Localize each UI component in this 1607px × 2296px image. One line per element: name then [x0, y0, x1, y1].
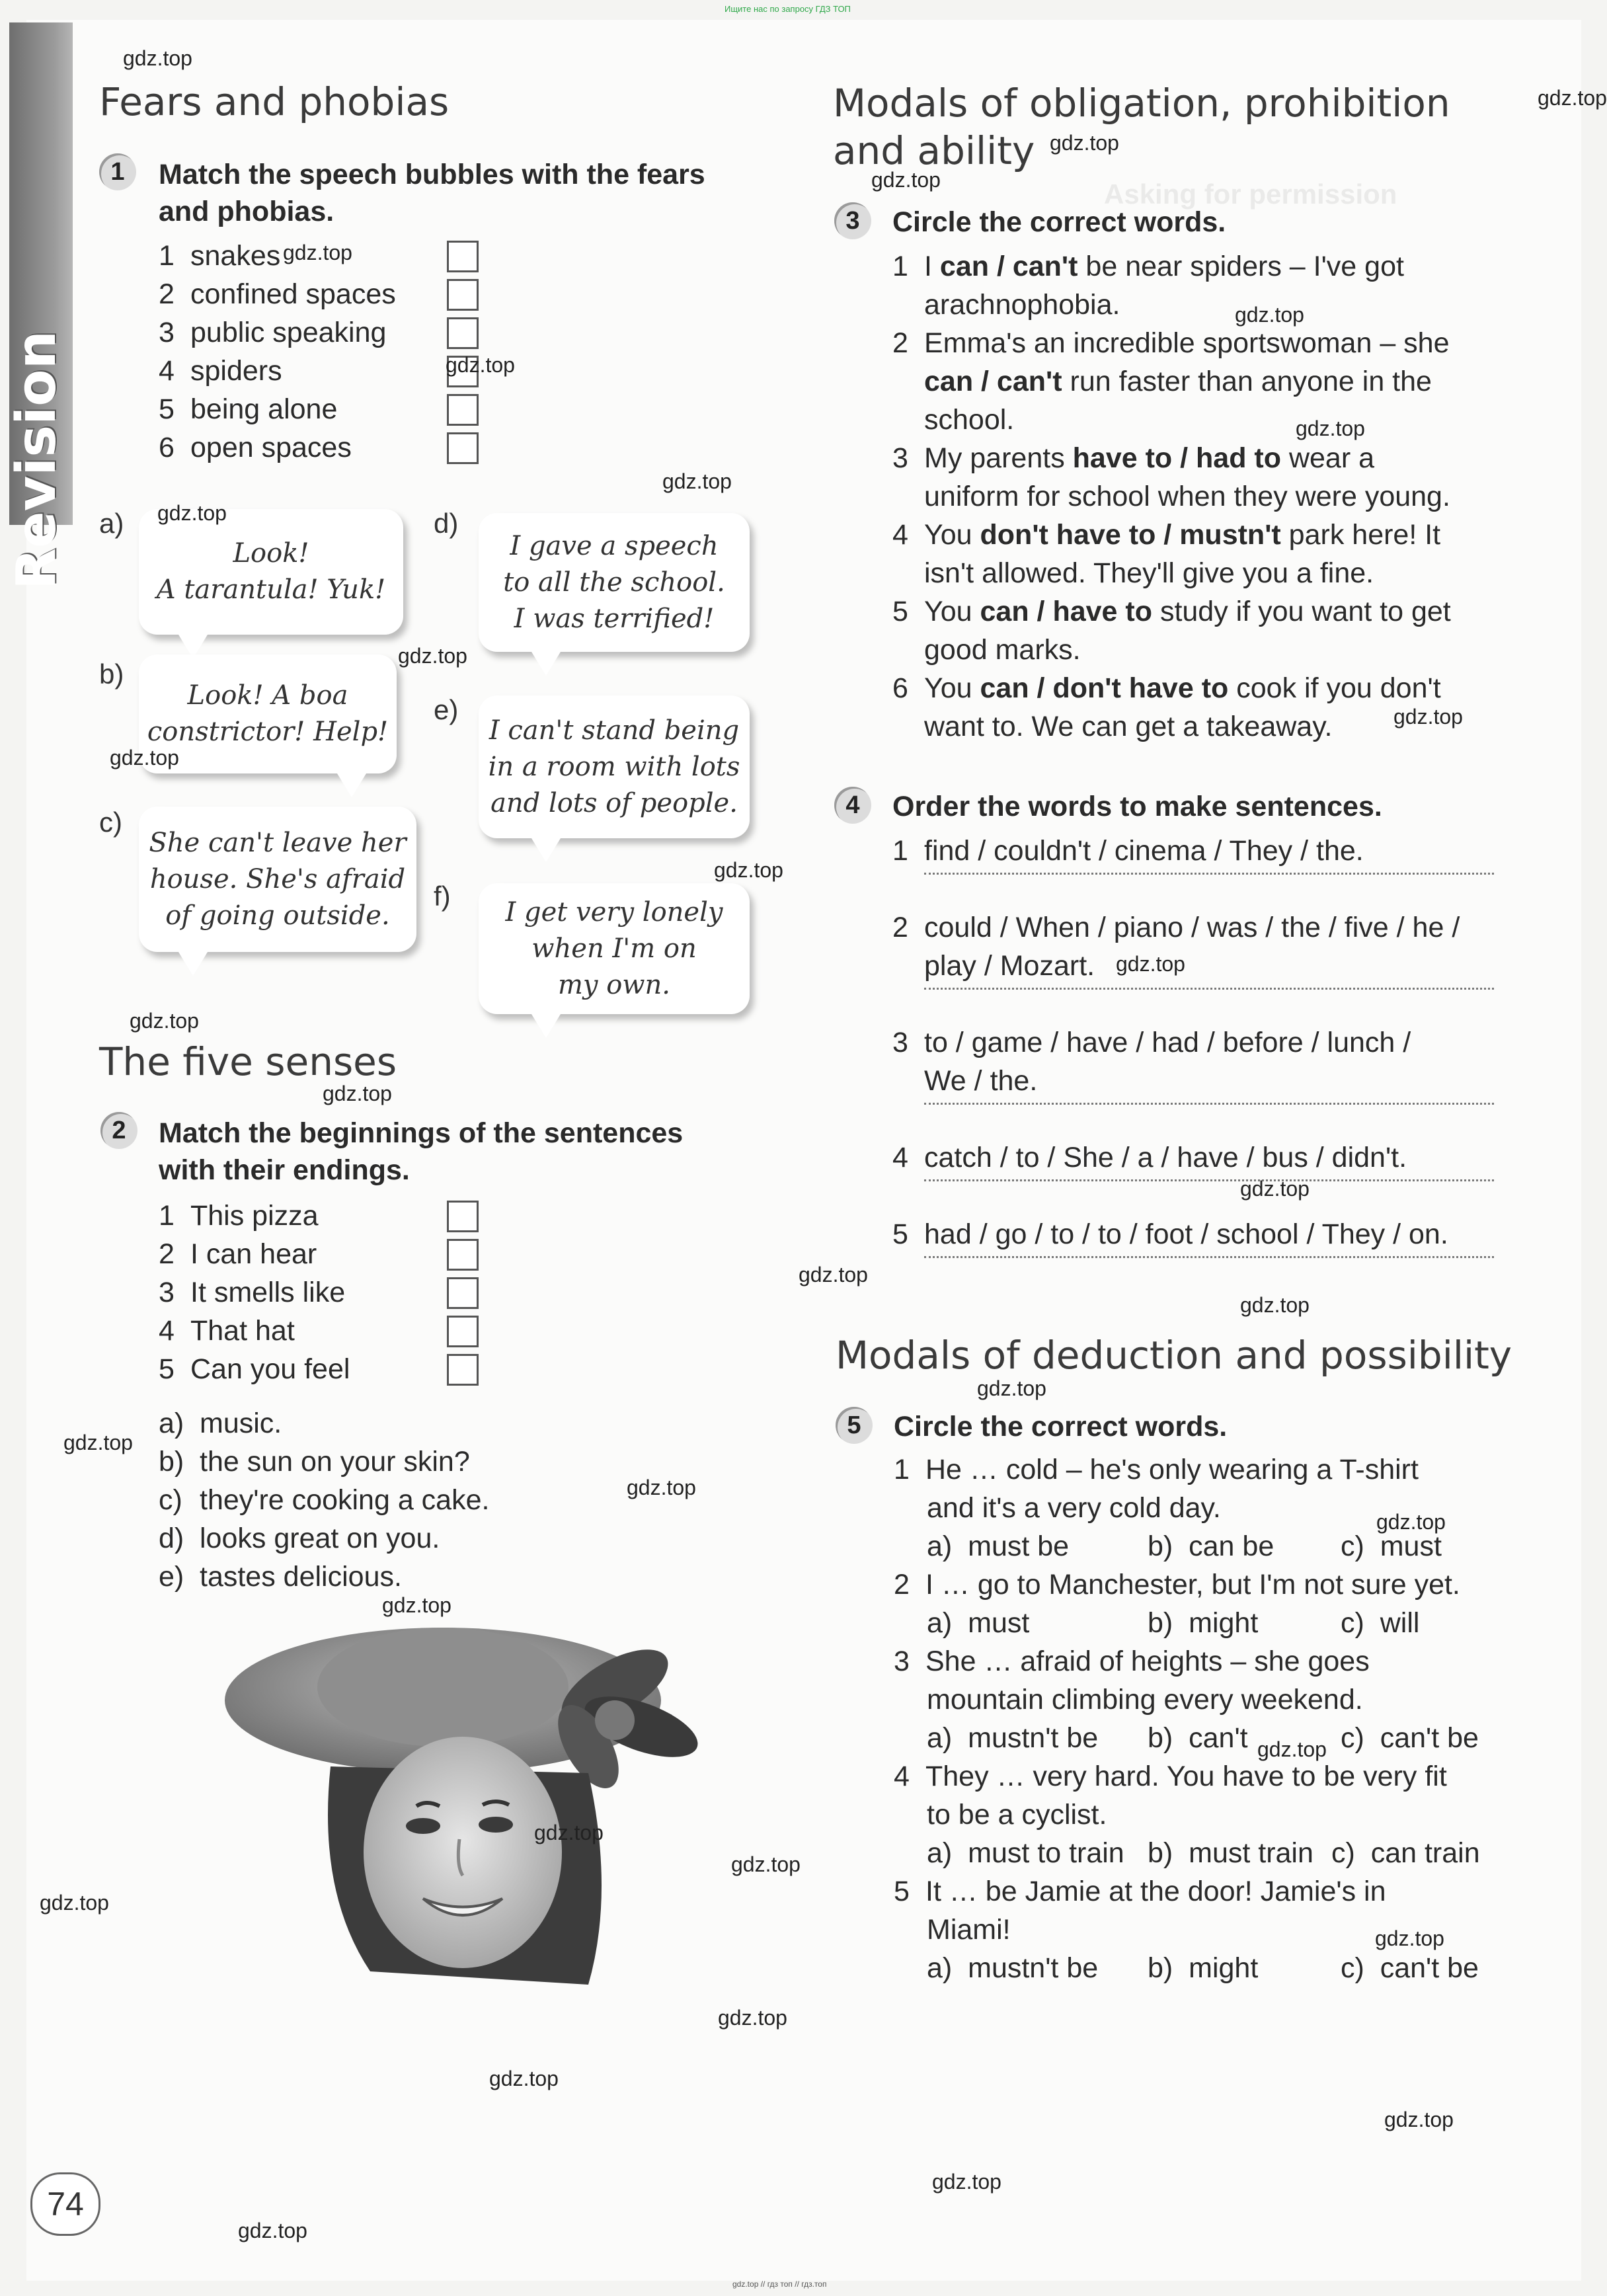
exercise-4-item	[924, 1062, 1037, 1100]
watermark: gdz.top	[446, 353, 515, 377]
face	[364, 1737, 562, 1968]
item-number: 5	[892, 596, 908, 627]
watermark: gdz.top	[799, 1263, 868, 1287]
watermark: gdz.top	[662, 469, 732, 493]
exercise-3-item-continued	[924, 362, 1432, 401]
watermark: gdz.top	[932, 2170, 1001, 2194]
exercise-3-item-continued: good marks.	[924, 634, 1081, 666]
answer-option[interactable]: a) must be	[927, 1530, 1070, 1562]
exercise-5-item	[894, 1642, 1370, 1681]
bubble-line: I get very lonely	[505, 896, 723, 928]
exercise-3-item	[892, 669, 1441, 707]
exercise-4-item	[892, 1023, 1411, 1062]
bubble-line: I gave a speech	[510, 530, 719, 561]
watermark: gdz.top	[238, 2219, 307, 2242]
item-text: had / go / to / to / foot / school / They / on.	[924, 1218, 1448, 1250]
exercise-5-item	[894, 1872, 1386, 1911]
watermark: gdz.top	[1240, 1293, 1310, 1317]
exercise-5-instruction: Circle the correct words.	[894, 1411, 1228, 1443]
exercise-2-item	[159, 1350, 350, 1388]
watermark: gdz.top	[1384, 2108, 1454, 2131]
exercise-5-item	[894, 1757, 1447, 1796]
item-number: 2	[894, 1569, 910, 1601]
ending-text: they're cooking a cake.	[200, 1484, 490, 1516]
item-number: 6	[892, 672, 908, 704]
item-text: snakes	[190, 240, 281, 272]
exercise-3-item	[892, 516, 1440, 554]
bubble-line: in a room with lots	[488, 751, 740, 782]
choice-options[interactable]: have to / had to	[1072, 442, 1282, 474]
answer-option[interactable]: c) can't be	[1341, 1722, 1479, 1754]
item-text: I	[924, 251, 940, 282]
exercise-2-ending	[159, 1404, 282, 1443]
senses-title: The five senses	[99, 1039, 397, 1084]
answer-box[interactable]	[447, 279, 479, 311]
bubble-letter: f)	[434, 881, 451, 912]
answer-option[interactable]: c) will	[1341, 1607, 1420, 1639]
item-text: and it's a very cold day.	[927, 1492, 1221, 1524]
bottom-note: gdz.top // гдз топ // гдз.топ	[732, 2279, 827, 2289]
item-text: Emma's an incredible sportswoman – she	[924, 327, 1450, 359]
exercise-5-item	[894, 1565, 1460, 1604]
item-text: wear a	[1281, 442, 1375, 474]
item-number: 1	[892, 835, 908, 867]
ending-text: music.	[200, 1407, 282, 1439]
watermark: gdz.top	[157, 501, 227, 525]
item-number: 1	[894, 1454, 910, 1485]
bubble-line: and lots of people.	[490, 787, 738, 818]
item-number: 4	[159, 355, 175, 387]
exercise-5-item	[927, 1489, 1221, 1527]
exercise-5-item	[927, 1796, 1107, 1834]
answer-option[interactable]: b) might	[1148, 1952, 1259, 1984]
watermark: gdz.top	[1296, 416, 1365, 440]
item-text: It … be Jamie at the door! Jamie's in	[925, 1876, 1386, 1907]
item-text: She … afraid of heights – she goes	[925, 1645, 1370, 1677]
exercise-1-item	[159, 275, 396, 313]
exercise-1-item	[159, 428, 352, 467]
answer-line[interactable]	[924, 873, 1494, 875]
answer-box[interactable]	[447, 1354, 479, 1386]
choice-options[interactable]: don't have to / mustn't	[980, 519, 1281, 551]
speech-bubble	[139, 509, 403, 635]
exercise-4-item	[892, 908, 1460, 947]
bubble-line: Look! A boa	[187, 680, 348, 711]
item-text: I can hear	[190, 1238, 317, 1270]
exercise-1-item	[159, 237, 280, 275]
bubble-tail	[337, 773, 366, 797]
bubble-line: A tarantula! Yuk!	[156, 574, 386, 605]
exercise-1-number: 1	[99, 153, 136, 190]
choice-options[interactable]: can / don't have to	[980, 672, 1229, 704]
answer-box[interactable]	[447, 394, 479, 426]
exercise-2-ending	[159, 1481, 489, 1519]
choice-options[interactable]: can / can't	[939, 251, 1078, 282]
answer-box[interactable]	[447, 317, 479, 349]
answer-option[interactable]: a) must to train	[927, 1837, 1124, 1869]
item-text: run faster than anyone in the	[1062, 366, 1432, 397]
watermark: gdz.top	[323, 1082, 392, 1105]
answer-line[interactable]	[924, 1256, 1494, 1258]
girl-in-hat-photo	[218, 1614, 740, 1985]
exercise-1-item	[159, 313, 386, 352]
choice-options[interactable]: can / have to	[980, 596, 1152, 627]
exercise-2-number: 2	[100, 1112, 137, 1149]
bubble-line: house. She's afraid	[149, 863, 406, 894]
watermark: gdz.top	[398, 644, 467, 668]
item-text: This pizza	[190, 1200, 319, 1232]
exercise-4-item	[892, 1138, 1407, 1177]
item-number: 4	[894, 1761, 910, 1792]
speech-bubble	[479, 695, 750, 838]
item-text: public speaking	[190, 317, 387, 348]
exercise-2-ending	[159, 1558, 402, 1596]
item-text: You	[924, 519, 980, 551]
item-text: I … go to Manchester, but I'm not sure yet.	[925, 1569, 1460, 1601]
page-number: 74	[30, 2172, 100, 2236]
bubble-tail	[178, 952, 208, 976]
answer-box[interactable]	[447, 241, 479, 272]
item-number: 3	[894, 1645, 910, 1677]
answer-option[interactable]: c) can train	[1331, 1837, 1480, 1869]
ending-text: the sun on your skin?	[200, 1446, 470, 1478]
exercise-3-item-continued: want to. We can get a takeaway.	[924, 711, 1333, 742]
item-text: cook if you don't	[1228, 672, 1441, 704]
exercise-3-item-continued: isn't allowed. They'll give you a fine.	[924, 557, 1374, 589]
ending-text: tastes delicious.	[200, 1561, 402, 1593]
watermark: gdz.top	[534, 1821, 604, 1844]
watermark: gdz.top	[1538, 86, 1607, 110]
exercise-3-instruction: Circle the correct words.	[892, 206, 1226, 238]
bubble-line: when I'm on	[531, 933, 697, 964]
answer-line[interactable]	[924, 1179, 1494, 1181]
item-text: open spaces	[190, 432, 352, 463]
watermark: gdz.top	[1235, 303, 1304, 327]
watermark: gdz.top	[283, 241, 352, 264]
item-text: You	[924, 596, 980, 627]
exercise-3-item-continued: school.	[924, 404, 1015, 436]
watermark: gdz.top	[977, 1376, 1046, 1400]
bubble-letter: a)	[99, 508, 124, 539]
exercise-5-item	[894, 1450, 1419, 1489]
watermark: gdz.top	[731, 1852, 801, 1876]
ending-text: looks great on you.	[200, 1523, 440, 1554]
bubble-line: She can't leave her	[149, 827, 407, 858]
revision-tab	[5, 22, 73, 590]
watermark: gdz.top	[714, 858, 783, 882]
item-number: 1	[159, 240, 175, 272]
item-text: play / Mozart.	[924, 950, 1095, 982]
item-text: It smells like	[190, 1277, 346, 1308]
watermark: gdz.top	[1050, 131, 1119, 155]
item-number: 4	[159, 1315, 175, 1347]
exercise-2-item	[159, 1197, 319, 1235]
item-text: park here! It	[1280, 519, 1441, 551]
show-through-decoration: Asking for permission	[1104, 178, 1397, 210]
item-text: We / the.	[924, 1065, 1038, 1097]
ending-letter: d)	[159, 1523, 184, 1554]
bubble-letter: b)	[99, 658, 124, 690]
answer-option[interactable]: b) can be	[1148, 1530, 1274, 1562]
bubble-line: I can't stand being	[489, 715, 740, 746]
top-note: Ищите нас по запросу ГДЗ ТОП	[725, 4, 851, 14]
answer-box[interactable]	[447, 1277, 479, 1309]
watermark: gdz.top	[718, 2006, 787, 2030]
item-text: could / When / piano / was / the / five / he /	[924, 912, 1460, 943]
watermark: gdz.top	[382, 1593, 451, 1617]
item-text: find / couldn't / cinema / They / the.	[924, 835, 1364, 867]
item-number: 4	[892, 519, 908, 551]
item-number: 1	[159, 1200, 175, 1232]
exercise-3-item-continued: arachnophobia.	[924, 289, 1120, 321]
watermark: gdz.top	[130, 1009, 199, 1033]
exercise-5-item	[927, 1681, 1363, 1719]
speech-bubble	[479, 513, 750, 652]
ending-letter: e)	[159, 1561, 184, 1593]
bubble-letter: d)	[434, 508, 459, 539]
answer-box[interactable]	[447, 1316, 479, 1347]
watermark: gdz.top	[1240, 1177, 1310, 1201]
exercise-3-item	[892, 439, 1374, 477]
item-number: 6	[159, 432, 175, 463]
exercise-2-item	[159, 1312, 295, 1350]
item-number: 3	[159, 1277, 175, 1308]
bubble-letter: e)	[434, 694, 459, 725]
exercise-3-item	[892, 592, 1451, 631]
answer-option[interactable]: c) can't be	[1341, 1952, 1479, 1984]
exercise-1-item	[159, 352, 282, 390]
watermark: gdz.top	[627, 1476, 696, 1499]
exercise-1-item	[159, 390, 337, 428]
item-text: Miami!	[927, 1914, 1011, 1946]
item-text: spiders	[190, 355, 282, 387]
answer-option[interactable]: a) mustn't be	[927, 1952, 1099, 1984]
speech-bubble	[479, 883, 750, 1014]
item-text: confined spaces	[190, 278, 396, 310]
exercise-2-ending	[159, 1443, 470, 1481]
watermark: gdz.top	[489, 2067, 559, 2090]
answer-option[interactable]: b) must train	[1148, 1837, 1313, 1869]
exercise-5-number: 5	[836, 1407, 873, 1444]
exercise-3-number: 3	[834, 202, 871, 239]
hat-crown	[317, 1628, 568, 1747]
exercise-4-item	[892, 1215, 1448, 1253]
item-text: My parents	[924, 442, 1073, 474]
bubble-line: constrictor! Help!	[147, 717, 389, 747]
answer-option[interactable]: a) mustn't be	[927, 1722, 1099, 1754]
item-number: 4	[892, 1142, 908, 1173]
item-number: 2	[892, 912, 908, 943]
exercise-2-instruction: Match the beginnings of the sentences with their endings.	[159, 1117, 684, 1186]
answer-option[interactable]: c) must	[1341, 1530, 1442, 1562]
modals-deduction-title: Modals of deduction and possibility	[836, 1333, 1512, 1378]
exercise-2-item	[159, 1235, 317, 1273]
item-number: 5	[159, 1353, 175, 1385]
ending-letter: a)	[159, 1407, 184, 1439]
watermark: gdz.top	[63, 1431, 133, 1454]
bubble-line: to all the school.	[503, 567, 725, 598]
watermark: gdz.top	[110, 746, 179, 770]
watermark: gdz.top	[1116, 952, 1185, 976]
answer-option[interactable]: b) might	[1148, 1607, 1259, 1639]
answer-box[interactable]	[447, 1239, 479, 1271]
exercise-5-item	[927, 1911, 1011, 1949]
bubble-tail	[531, 652, 561, 676]
watermark: gdz.top	[123, 46, 192, 70]
speech-bubble	[139, 807, 416, 952]
item-text: mountain climbing every weekend.	[927, 1684, 1363, 1716]
bubble-line: Look!	[233, 538, 309, 569]
item-text: They … very hard. You have to be very fit	[925, 1761, 1447, 1792]
fears-title: Fears and phobias	[99, 79, 450, 124]
item-number: 3	[159, 317, 175, 348]
watermark: gdz.top	[40, 1891, 109, 1915]
exercise-3-item	[892, 247, 1404, 286]
exercise-4-instruction: Order the words to make sentences.	[892, 791, 1382, 822]
bubble-line: I was terrified!	[514, 603, 715, 634]
answer-option[interactable]: a) must	[927, 1607, 1030, 1639]
item-text: study if you want to get	[1152, 596, 1451, 627]
bubble-letter: c)	[99, 807, 122, 838]
answer-option[interactable]: b) can't	[1148, 1722, 1248, 1754]
watermark: gdz.top	[1376, 1510, 1446, 1534]
bubble-tail	[531, 838, 561, 862]
exercise-3-item	[892, 324, 1450, 362]
item-number: 5	[892, 1218, 908, 1250]
item-text: being alone	[190, 393, 338, 425]
exercise-1-instruction: Match the speech bubbles with the fears and phobias.	[159, 159, 705, 227]
bubble-line: of going outside.	[165, 900, 390, 931]
exercise-4-item	[892, 832, 1364, 870]
item-text: catch / to / She / a / have / bus / didn't.	[924, 1142, 1407, 1173]
exercise-3-item-continued: uniform for school when they were young.	[924, 481, 1450, 512]
item-number: 2	[892, 327, 908, 359]
item-number: 3	[892, 442, 908, 474]
item-number: 3	[892, 1027, 908, 1058]
watermark: gdz.top	[1257, 1737, 1327, 1761]
modals-obligation-title: Modals of obligation, prohibition and ability	[833, 81, 1450, 173]
item-text: Can you feel	[190, 1353, 350, 1385]
answer-line[interactable]	[924, 1103, 1494, 1105]
choice-options[interactable]: can / can't	[924, 366, 1062, 397]
answer-box[interactable]	[447, 432, 479, 464]
ending-letter: c)	[159, 1484, 182, 1516]
watermark: gdz.top	[871, 168, 941, 192]
answer-line[interactable]	[924, 988, 1494, 990]
watermark: gdz.top	[1375, 1926, 1444, 1950]
item-text: to / game / have / had / before / lunch /	[924, 1027, 1411, 1058]
answer-box[interactable]	[447, 1201, 479, 1232]
item-number: 1	[892, 251, 908, 282]
bubble-line: my own.	[557, 969, 671, 1000]
exercise-2-item	[159, 1273, 345, 1312]
bubble-tail	[531, 1014, 561, 1038]
item-text: to be a cyclist.	[927, 1799, 1107, 1831]
exercise-4-number: 4	[834, 787, 871, 824]
item-number: 2	[159, 1238, 175, 1270]
watermark: gdz.top	[1393, 705, 1463, 729]
ending-letter: b)	[159, 1446, 184, 1478]
item-text: You	[924, 672, 980, 704]
item-text: That hat	[190, 1315, 295, 1347]
item-number: 5	[894, 1876, 910, 1907]
revision-tab-label: Revision	[5, 331, 68, 590]
item-text: He … cold – he's only wearing a T-shirt	[925, 1454, 1419, 1485]
item-number: 5	[159, 393, 175, 425]
exercise-2-ending	[159, 1519, 440, 1558]
item-text: be near spiders – I've got	[1078, 251, 1404, 282]
item-number: 2	[159, 278, 175, 310]
exercise-4-item	[924, 947, 1095, 985]
